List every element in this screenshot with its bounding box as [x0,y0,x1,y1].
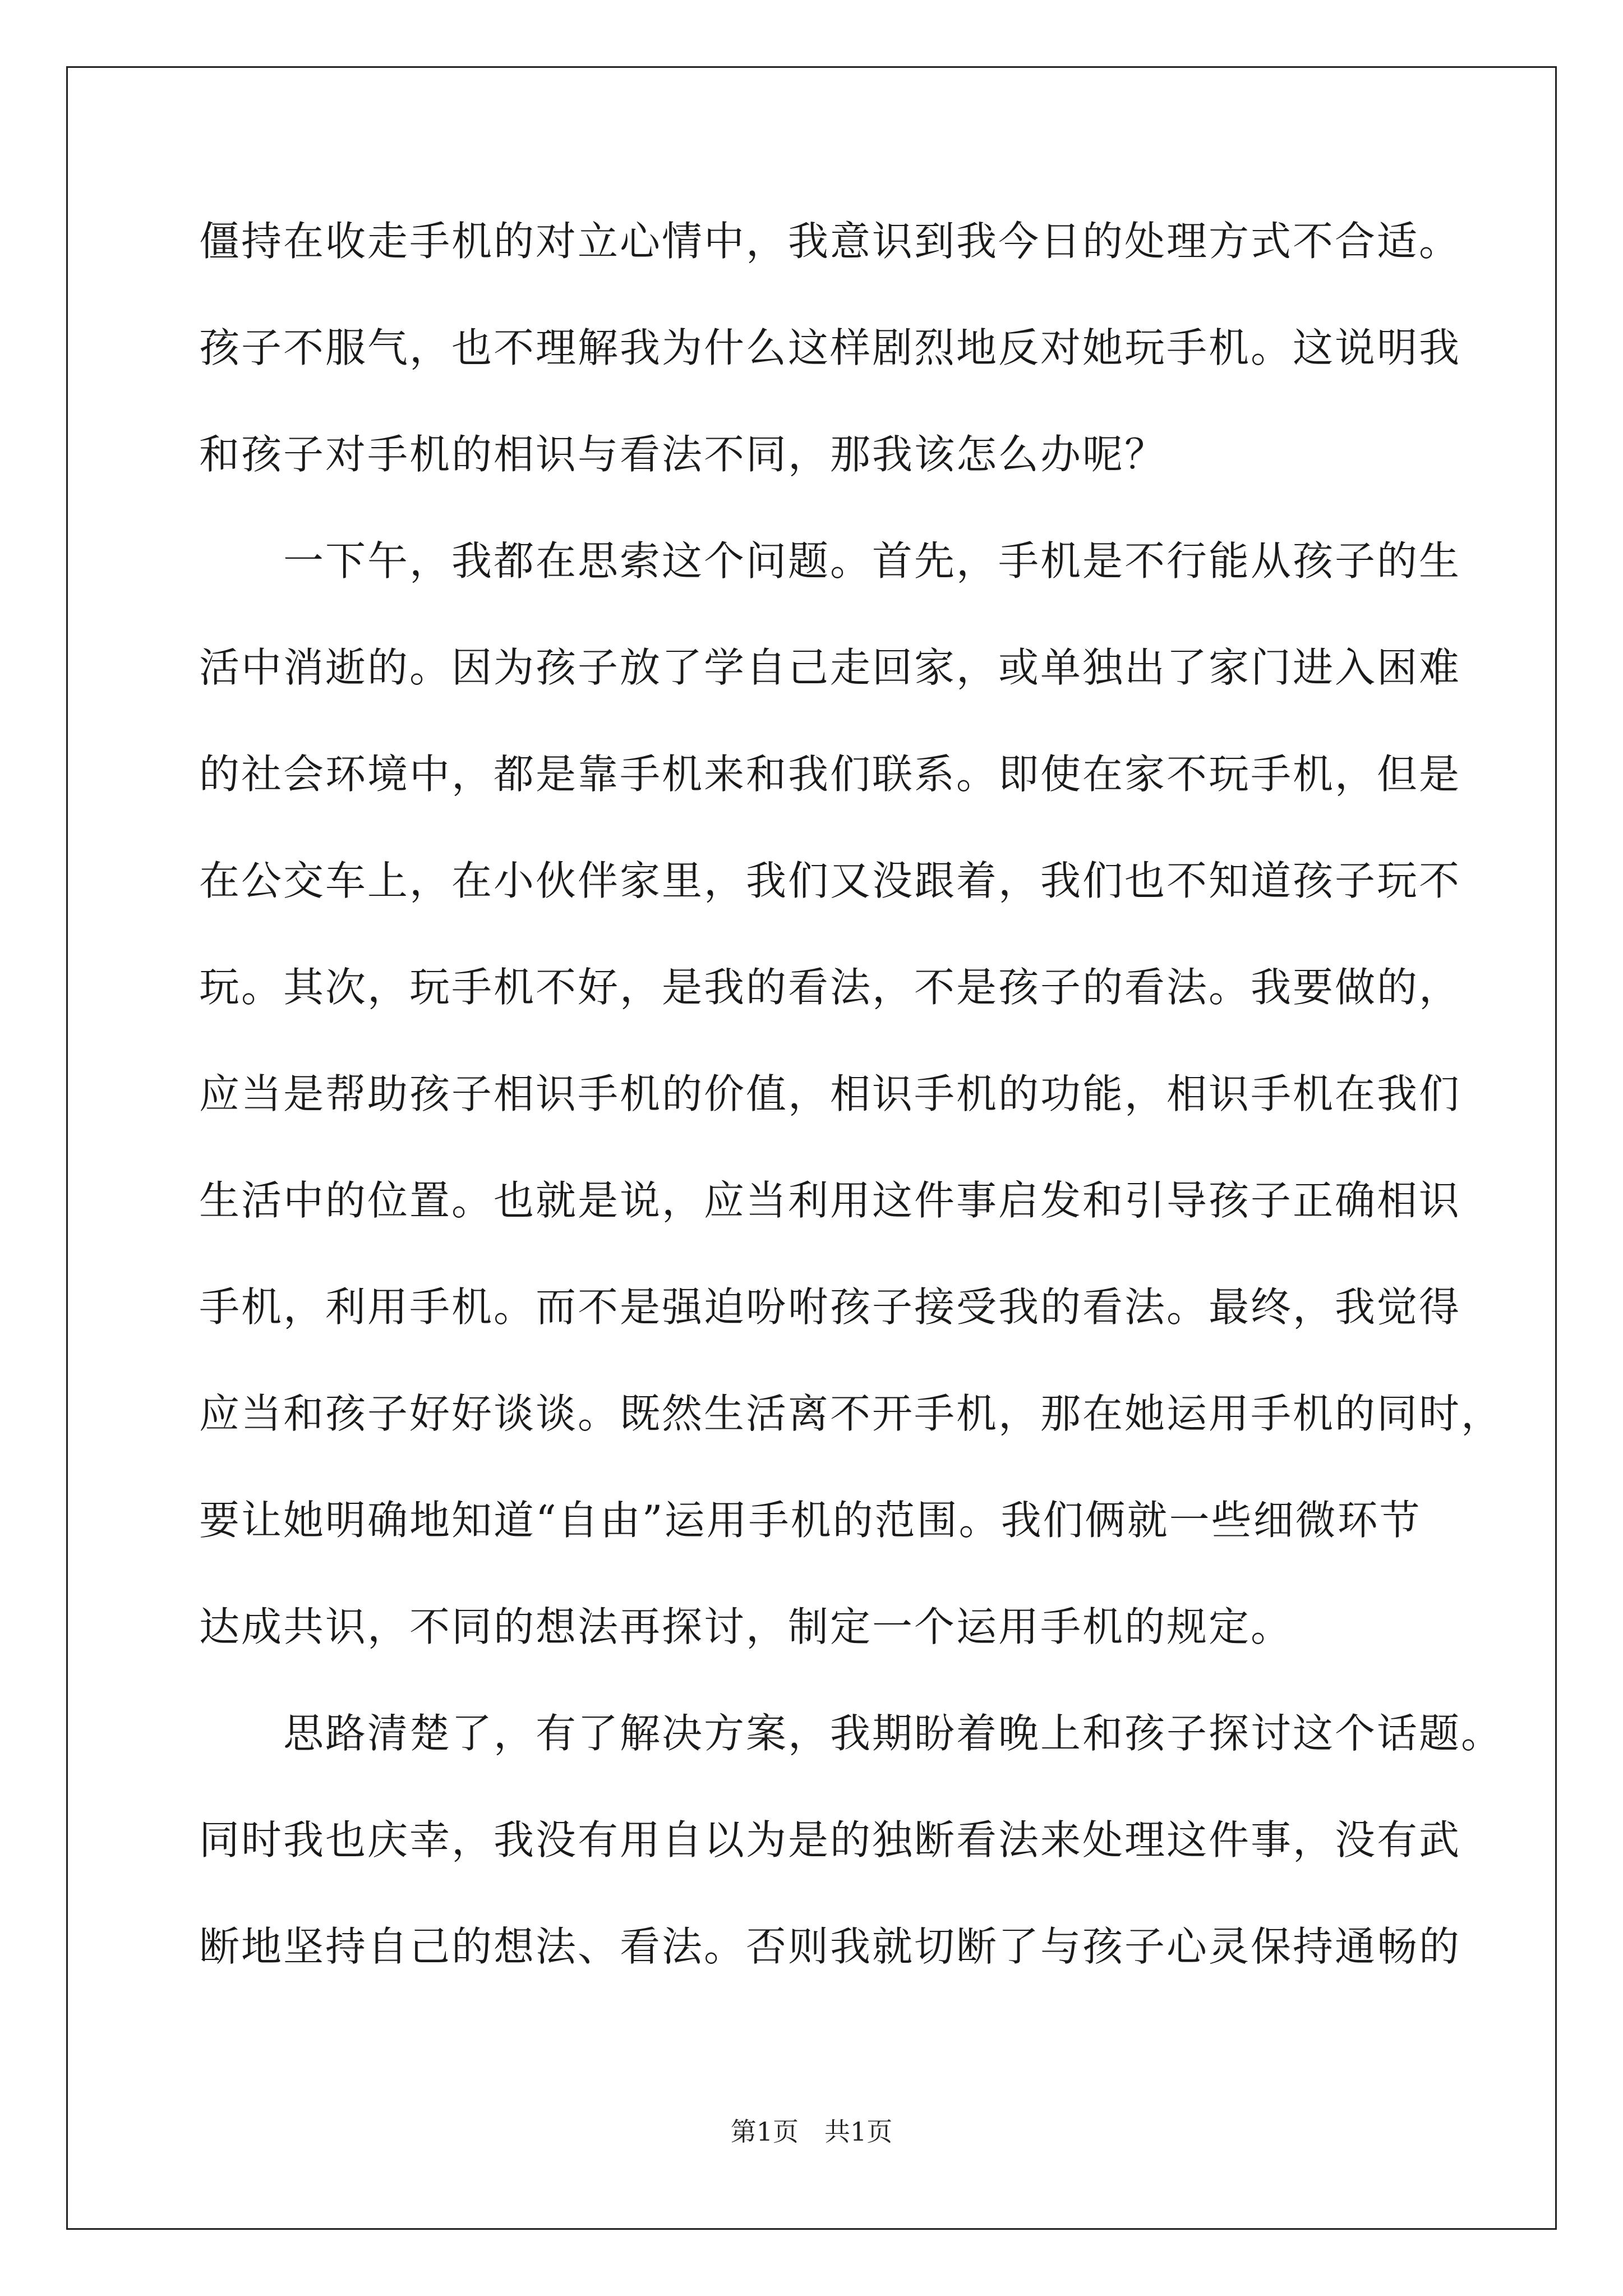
text-line: 僵持在收走手机的对立心情中，我意识到我今日的处理方式不合适。 [199,218,1461,265]
document-body [199,216,1504,2067]
text-line: 要让她明确地知道“自由”运用手机的范围。我们俩就一些细微环节 [199,1497,1422,1544]
text-line: 断地坚持自己的想法、看法。否则我就切断了与孩子心灵保持通畅的 [199,1923,1461,1970]
text-line: 思路清楚了，有了解决方案，我期盼着晚上和孩子探讨这个话题。 [199,1710,1504,1757]
text-line: 孩子不服气，也不理解我为什么这样剧烈地反对她玩手机。这说明我 [199,324,1461,371]
text-line: 玩。其次，玩手机不好，是我的看法，不是孩子的看法。我要做的， [199,964,1461,1011]
text-line: 活中消逝的。因为孩子放了学自己走回家，或单独出了家门进入困难 [199,644,1461,691]
text-line: 和孩子对手机的相识与看法不同，那我该怎么办呢？ [199,431,1167,478]
text-line: 手机，利用手机。而不是强迫吩咐孩子接受我的看法。最终，我觉得 [199,1283,1461,1331]
page-number: 第1页 共1页 [730,2116,893,2147]
text-line: 应当和孩子好好谈谈。既然生活离不开手机，那在她运用手机的同时， [199,1390,1504,1437]
text-line: 达成共识，不同的想法再探讨，制定一个运用手机的规定。 [199,1603,1293,1650]
text-line: 生活中的位置。也就是说，应当利用这件事启发和引导孩子正确相识 [199,1177,1461,1224]
text-line: 应当是帮助孩子相识手机的价值，相识手机的功能，相识手机在我们 [199,1070,1461,1117]
text-line: 一下午，我都在思索这个问题。首先，手机是不行能从孩子的生 [199,537,1461,585]
text-line: 同时我也庆幸，我没有用自以为是的独断看法来处理这件事，没有武 [199,1816,1461,1864]
text-line: 的社会环境中，都是靠手机来和我们联系。即使在家不玩手机，但是 [199,751,1461,798]
text-line: 在公交车上，在小伙伴家里，我们又没跟着，我们也不知道孩子玩不 [199,857,1461,904]
